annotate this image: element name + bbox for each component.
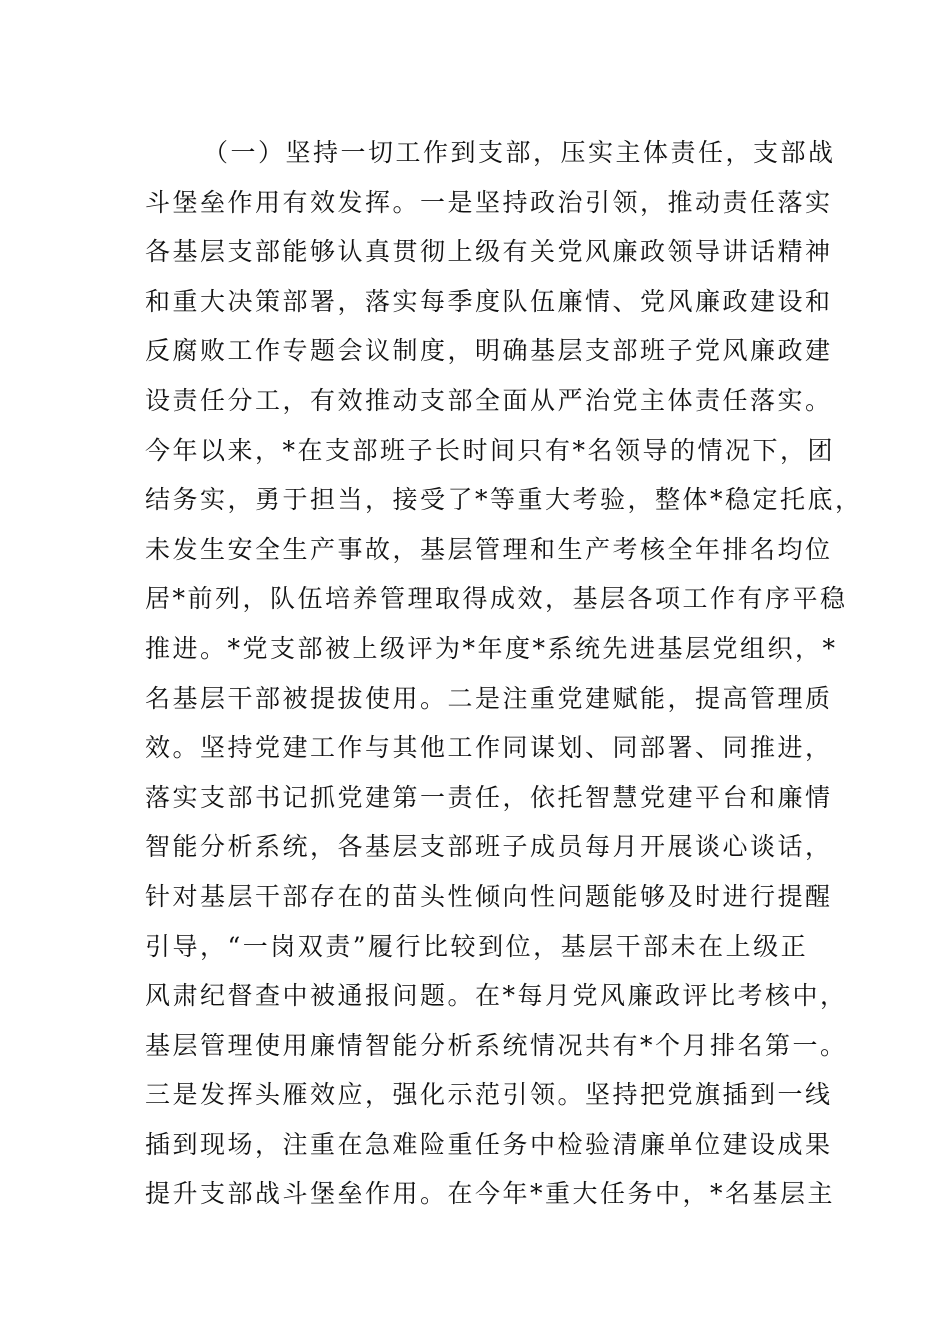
text-line: 基层管理使用廉情智能分析系统情况共有*个月排名第一。 [145, 1030, 848, 1060]
text-line: 设责任分工，有效推动支部全面从严治党主体责任落实。 [145, 385, 833, 415]
text-line: 引导，“一岗双责”履行比较到位，基层干部未在上级正 [145, 931, 809, 961]
text-line: 提升支部战斗堡垒作用。在今年*重大任务中，*名基层主 [145, 1179, 836, 1209]
text-line: 今年以来，*在支部班子长时间只有*名领导的情况下，团 [145, 435, 836, 465]
text-line: 推进。*党支部被上级评为*年度*系统先进基层党组织，* [145, 633, 838, 663]
text-line: 名基层干部被提拔使用。二是注重党建赋能，提高管理质 [145, 683, 833, 713]
text-line: 针对基层干部存在的苗头性倾向性问题能够及时进行提醒 [145, 881, 833, 911]
body-text [145, 128, 863, 1219]
text-line: 插到现场，注重在急难险重任务中检验清廉单位建设成果 [145, 1129, 833, 1159]
text-line: 各基层支部能够认真贯彻上级有关党风廉政领导讲话精神 [145, 237, 833, 267]
text-line: 未发生安全生产事故，基层管理和生产考核全年排名均位 [145, 534, 833, 564]
text-line: 和重大决策部署，落实每季度队伍廉情、党风廉政建设和 [145, 286, 833, 316]
text-line: 落实支部书记抓党建第一责任，依托智慧党建平台和廉情 [145, 782, 833, 812]
text-line: 结务实，勇于担当，接受了*等重大考验，整体*稳定托底， [145, 485, 863, 515]
text-line: 风肃纪督查中被通报问题。在*每月党风廉政评比考核中， [145, 981, 848, 1011]
text-line: 三是发挥头雁效应，强化示范引领。坚持把党旗插到一线 [145, 1080, 833, 1110]
text-line: 斗堡垒作用有效发挥。一是坚持政治引领，推动责任落实 [145, 187, 833, 217]
text-line: 居*前列，队伍培养管理取得成效，基层各项工作有序平稳 [145, 584, 848, 614]
text-line: 智能分析系统，各基层支部班子成员每月开展谈心谈话， [145, 832, 833, 862]
text-line: （一）坚持一切工作到支部，压实主体责任，支部战 [203, 138, 836, 167]
text-line: 反腐败工作专题会议制度，明确基层支部班子党风廉政建 [145, 336, 833, 366]
text-line: 效。坚持党建工作与其他工作同谋划、同部署、同推进， [145, 733, 833, 763]
